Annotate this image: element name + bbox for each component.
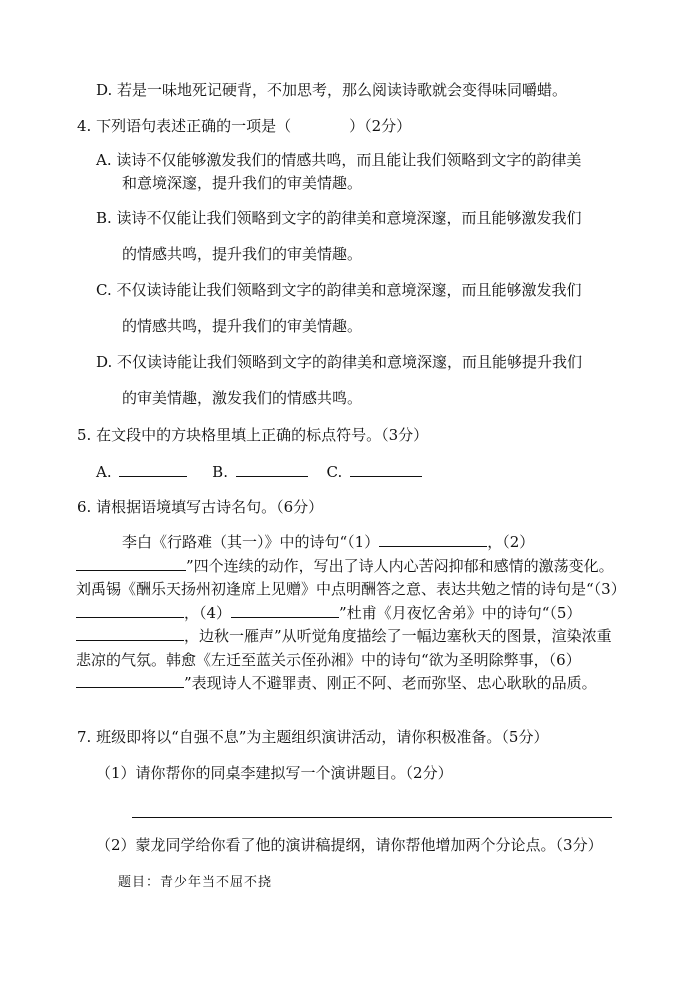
q4-option-a: A. 读诗不仅能够激发我们的情感共鸣，而且能让我们领略到文字的韵律美 [96,151,582,169]
q5-label-a: A. [96,463,112,481]
poem-blank-1[interactable] [379,532,487,547]
q4-option-c: C. 不仅读诗能让我们领略到文字的韵律美和意境深邃，而且能够激发我们 [96,281,582,299]
q4-option-b: B. 读诗不仅能让我们领略到文字的韵律美和意境深邃，而且能够激发我们 [96,209,582,227]
q5-stem: 5. 在文段中的方块格里填上正确的标点符号。（3分） [77,426,429,444]
q7-stem: 7. 班级即将以“自强不息”为主题组织演讲活动，请你积极准备。（5分） [77,728,549,746]
q6-text-5: ”杜甫《月夜忆舍弟》中的诗句“（5） [339,603,582,622]
outline-title: 题目：青少年当不屈不挠 [118,875,273,890]
q4-option-b-cont: 的情感共鸣，提升我们的审美情趣。 [122,245,363,263]
q4-option-d-cont: 的审美情趣，激发我们的情感共鸣。 [122,389,363,407]
q6-text-2: ，（2） [487,533,535,551]
q6-text-4: ，（4） [184,603,232,622]
q5-blank-b[interactable] [236,462,308,477]
q5-label-c: C. [326,463,343,481]
q4-stem [77,116,411,136]
poem-blank-4[interactable] [231,603,339,618]
q6-text-7: ”表现诗人不避罪责、刚正不阿、老而弥坚、忠心耿耿的品质。 [184,674,597,692]
q4-option-d: D. 不仅读诗能让我们领略到文字的韵律美和意境深邃，而且能够提升我们 [96,353,583,371]
q5-blank-c[interactable] [350,462,422,477]
q6-text-3: ”四个连续的动作，写出了诗人内心苦闷抑郁和感情的激荡变化。刘禹锡《酬乐天扬州初逢席上见赠》中点明酬答之意、表达共勉之情的诗句是“（3） [76,556,626,598]
q6-passage [76,531,624,696]
q7-sub1: （1）请你帮你的同桌李建拟写一个演讲题目。（2分） [96,764,453,782]
q7-sub2: （2）蒙龙同学给你看了他的演讲稿提纲，请你帮他增加两个分论点。（3分） [96,836,603,854]
q6-text-1: 李白《行路难（其一）》中的诗句“（1） [122,533,380,551]
poem-blank-3[interactable] [76,603,184,618]
q4-option-a-cont: 和意境深邃，提升我们的审美情趣。 [122,174,363,192]
q5-blank-a[interactable] [119,462,187,477]
poem-blank-5[interactable] [76,626,184,641]
q4-stem-after: ）（2分） [349,117,412,135]
q4-stem-before: 4. 下列语句表述正确的一项是（ [77,117,292,135]
q5-label-b: B. [212,463,228,481]
q4-option-c-cont: 的情感共鸣，提升我们的审美情趣。 [122,317,363,335]
q6-text-6: ，边秋一雁声”从听觉角度描绘了一幅边塞秋天的图景，渲染浓重悲凉的气氛。韩愈《左迁至蓝关示侄孙湘》中的诗句“欲为圣明除弊事，（6） [76,627,612,669]
speech-title-answer-line[interactable] [132,817,612,818]
q6-stem: 6. 请根据语境填写古诗名句。（6分） [77,498,324,516]
poem-blank-6[interactable] [76,673,184,688]
poem-blank-2[interactable] [76,556,186,571]
q5-answers [96,462,422,482]
prev-option-d: D. 若是一味地死记硬背，不加思考，那么阅读诗歌就会变得味同嚼蜡。 [96,81,568,99]
